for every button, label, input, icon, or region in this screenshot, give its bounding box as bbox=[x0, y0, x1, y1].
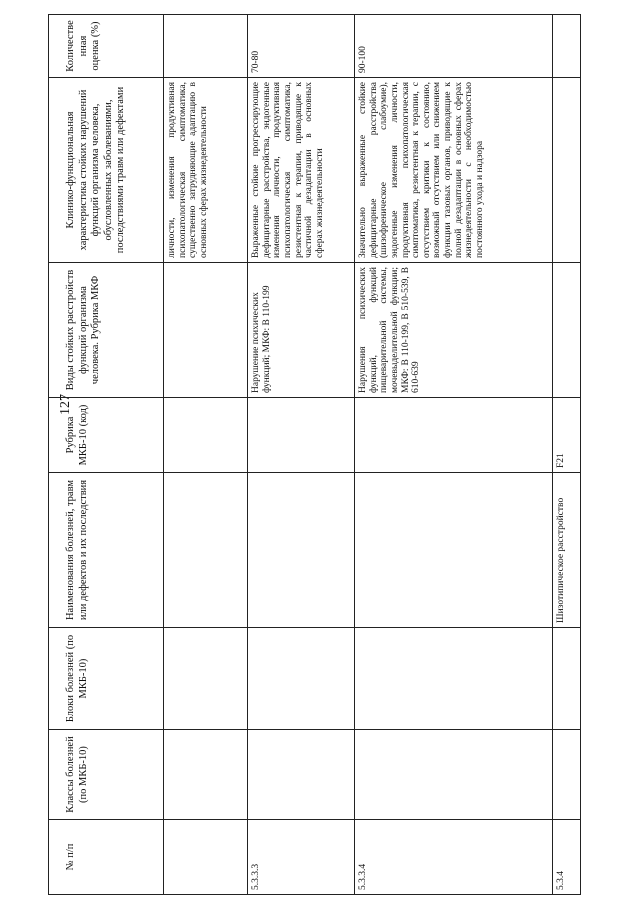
cell-num: 5.3.3.4 bbox=[355, 820, 553, 895]
cell-score: 70-80 bbox=[248, 15, 355, 78]
cell-types: Нарушения психических функций, функций пищеварительной системы, мочевыделительной функции; МКФ: B 110-199, B 510-539, B 610-639 bbox=[355, 263, 553, 398]
cell-types bbox=[164, 263, 248, 398]
table-row bbox=[248, 15, 355, 895]
header-blocks: Блоки болезней (по МКБ-10) bbox=[49, 628, 164, 730]
cell-score bbox=[553, 15, 581, 78]
cell-classes bbox=[553, 730, 581, 820]
cell-score: 90-100 bbox=[355, 15, 553, 78]
cell-blocks bbox=[553, 628, 581, 730]
table-row bbox=[355, 15, 553, 895]
header-rubric: Рубрика МКБ-10 (код) bbox=[49, 398, 164, 473]
cell-classes bbox=[248, 730, 355, 820]
cell-rubric bbox=[164, 398, 248, 473]
header-classes: Классы болезней (по МКБ-10) bbox=[49, 730, 164, 820]
page-number: 127 bbox=[58, 394, 73, 415]
cell-num bbox=[164, 820, 248, 895]
cell-names: Шизотипическое расстройство bbox=[553, 473, 581, 628]
cell-characteristic bbox=[553, 78, 581, 263]
cell-names bbox=[164, 473, 248, 628]
disease-table bbox=[48, 14, 581, 895]
cell-characteristic: Выраженные стойкие прогрессирующие дефицитарные расстройства, эндогенные изменения личности, продуктивная психопатологическая симптоматика, резистентная к терапии, приводящие к частичной дезадаптации в основных сферах жизнедеятельности bbox=[248, 78, 355, 263]
cell-types bbox=[553, 263, 581, 398]
cell-score bbox=[164, 15, 248, 78]
header-types: Виды стойких расстройств функций организма человека. Рубрика МКФ bbox=[49, 263, 164, 398]
header-names: Наименования болезней, травм или дефектов и их последствия bbox=[49, 473, 164, 628]
cell-blocks bbox=[164, 628, 248, 730]
cell-characteristic: личности, изменения продуктивная психопатологическая симптоматика, существенно затрудняющие адаптацию в основных сферах жизнедеятельности bbox=[164, 78, 248, 263]
cell-rubric bbox=[355, 398, 553, 473]
table-header-row bbox=[49, 15, 164, 895]
cell-num: 5.3.3.3 bbox=[248, 820, 355, 895]
cell-types: Нарушение психических функций; МКФ: B 110-199 bbox=[248, 263, 355, 398]
cell-classes bbox=[164, 730, 248, 820]
header-score: Количественная оценка (%) bbox=[49, 15, 164, 78]
header-characteristic: Клинико-функциональная характеристика стойких нарушений функций организма человека, обусловленных заболеваниями, последствиями травм или дефектами bbox=[49, 78, 164, 263]
table-row bbox=[164, 15, 248, 895]
cell-blocks bbox=[248, 628, 355, 730]
cell-rubric: F21 bbox=[553, 398, 581, 473]
cell-rubric bbox=[248, 398, 355, 473]
cell-names bbox=[248, 473, 355, 628]
cell-blocks bbox=[355, 628, 553, 730]
cell-classes bbox=[355, 730, 553, 820]
header-num: № п/п bbox=[49, 820, 164, 895]
rotated-table-wrapper bbox=[48, 15, 603, 895]
table-row bbox=[553, 15, 581, 895]
cell-characteristic: Значительно выраженные стойкие дефицитарные расстройства (шизофреническое слабоумие), эндогенные изменения личности, продуктивная психопатологическая симптоматика, резистентная к терапии, с отсутствием критики к состоянию, возможный отсутствием или снижением функции тазовых органов, приводящие к полной дезадаптации в основных сферах жизнедеятельности с необходимостью постоянного ухода и надзора bbox=[355, 78, 553, 263]
cell-num: 5.3.4 bbox=[553, 820, 581, 895]
cell-names bbox=[355, 473, 553, 628]
